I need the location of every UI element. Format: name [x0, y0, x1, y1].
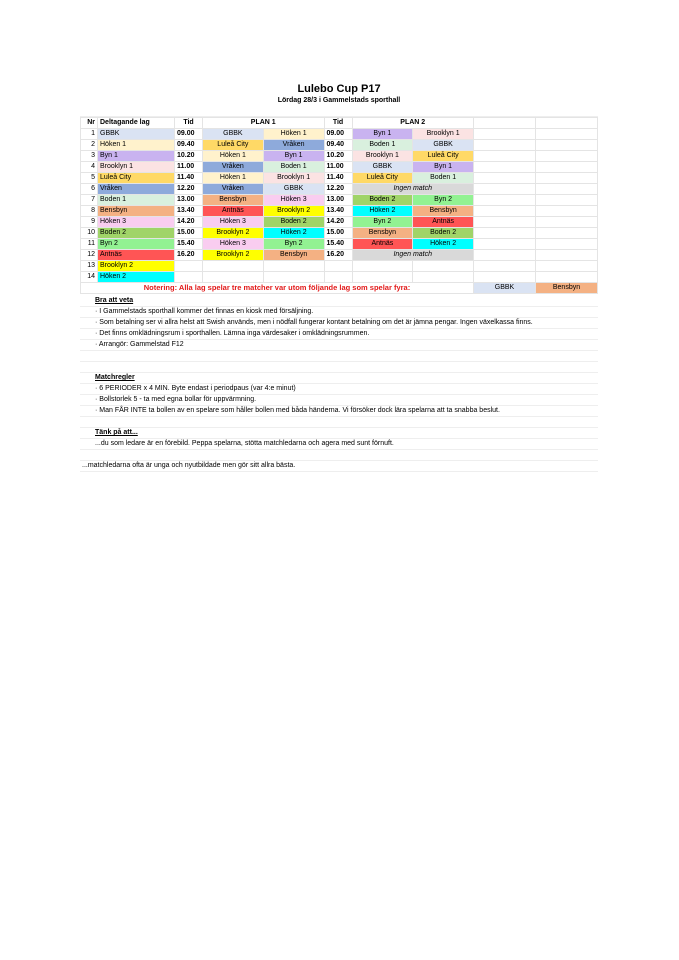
- empty-cell: [474, 118, 536, 129]
- team-nr: 7: [81, 195, 98, 206]
- time-plan1: 13.40: [175, 206, 203, 217]
- plan1-home: Höken 1: [203, 151, 264, 162]
- table-row: [81, 272, 598, 283]
- time-plan2: 14.20: [324, 217, 352, 228]
- plan1-home: Höken 3: [203, 239, 264, 250]
- footer-line: ...matchledarna ofta är unga och nyutbildade men gör sitt allra bästa.: [80, 461, 598, 472]
- header-plan1: PLAN 1: [203, 118, 325, 129]
- section-heading-matchregler: Matchregler: [80, 373, 598, 384]
- empty-cell: [536, 217, 598, 228]
- table-row: [81, 151, 598, 162]
- time-plan1: 10.20: [175, 151, 203, 162]
- info-line: · I Gammelstads sporthall kommer det finnas en kiosk med försäljning.: [80, 307, 598, 318]
- plan1-away: Höken 1: [263, 129, 324, 140]
- plan2-home: Boden 2: [352, 195, 413, 206]
- time-plan2: 15.00: [324, 228, 352, 239]
- plan2-away: Byn 1: [413, 162, 474, 173]
- plan1-away: Höken 2: [263, 228, 324, 239]
- team-nr: 12: [81, 250, 98, 261]
- team-name: Höken 2: [98, 272, 175, 283]
- table-row: [81, 228, 598, 239]
- rule-line: · 6 PERIODER x 4 MIN. Byte endast i periodpaus (var 4:e minut): [80, 384, 598, 395]
- team-name: Bensbyn: [98, 206, 175, 217]
- team-name: GBBK: [98, 129, 175, 140]
- time-plan1: 09.00: [175, 129, 203, 140]
- plan1-away: Byn 2: [263, 239, 324, 250]
- empty-cell: [474, 272, 536, 283]
- time-plan2: 13.40: [324, 206, 352, 217]
- time-plan1: 09.40: [175, 140, 203, 151]
- page-title: Lulebo Cup P17: [297, 83, 381, 95]
- empty-cell: [536, 206, 598, 217]
- table-row: [81, 173, 598, 184]
- table-row: [81, 250, 598, 261]
- note-text: Notering: Alla lag spelar tre matcher var utom följande lag som spelar fyra:: [81, 283, 474, 294]
- plan2-away: Boden 1: [413, 173, 474, 184]
- table-row: [81, 140, 598, 151]
- plan1-away: Brooklyn 2: [263, 206, 324, 217]
- team-name: Byn 1: [98, 151, 175, 162]
- note-row: [81, 283, 598, 294]
- plan1-away: GBBK: [263, 184, 324, 195]
- plan1-home: Brooklyn 2: [203, 250, 264, 261]
- plan1-home: GBBK: [203, 129, 264, 140]
- team-nr: 8: [81, 206, 98, 217]
- empty-cell: [474, 239, 536, 250]
- table-row: [81, 261, 598, 272]
- section-heading-tank-pa-att: Tänk på att...: [80, 428, 598, 439]
- team-name: Vråken: [98, 184, 175, 195]
- team-nr: 9: [81, 217, 98, 228]
- team-name: Brooklyn 2: [98, 261, 175, 272]
- team-name: Antnäs: [98, 250, 175, 261]
- table-row: [81, 217, 598, 228]
- time-plan1: 14.20: [175, 217, 203, 228]
- info-line: · Det finns omklädningsrum i sporthallen. Lämna inga värdesaker i omklädningsrummen.: [80, 329, 598, 340]
- plan1-home: Bensbyn: [203, 195, 264, 206]
- empty-cell: [474, 184, 536, 195]
- team-nr: 10: [81, 228, 98, 239]
- empty-cell: [263, 272, 324, 283]
- plan1-home: Höken 3: [203, 217, 264, 228]
- time-plan1: 15.40: [175, 239, 203, 250]
- team-nr: 2: [81, 140, 98, 151]
- note-team-gbbk: GBBK: [474, 283, 536, 294]
- time-plan2: 09.00: [324, 129, 352, 140]
- plan1-home: Luleå City: [203, 140, 264, 151]
- schedule-sheet: [80, 82, 598, 294]
- plan1-away: Boden 2: [263, 217, 324, 228]
- plan2-away: Byn 2: [413, 195, 474, 206]
- empty-cell: [352, 261, 413, 272]
- plan1-away: Brooklyn 1: [263, 173, 324, 184]
- table-row: [81, 206, 598, 217]
- plan1-home: Höken 1: [203, 173, 264, 184]
- team-nr: 5: [81, 173, 98, 184]
- table-row: [81, 239, 598, 250]
- note-team-bensbyn: Bensbyn: [536, 283, 598, 294]
- time-plan2: 11.40: [324, 173, 352, 184]
- plan1-away: Höken 3: [263, 195, 324, 206]
- time-plan2: 10.20: [324, 151, 352, 162]
- team-nr: 6: [81, 184, 98, 195]
- tip-line: ...du som ledare är en förebild. Peppa spelarna, stötta matchledarna och agera med sunt förnuft.: [80, 439, 598, 450]
- rule-line: · Bollstorlek 5 - ta med egna bollar för uppvärmning.: [80, 395, 598, 406]
- empty-cell: [474, 129, 536, 140]
- no-match-cell: Ingen match: [352, 184, 474, 195]
- spacer-row: [80, 106, 598, 117]
- page-subtitle: Lördag 28/3 i Gammelstads sporthall: [277, 97, 401, 104]
- plan2-home: Luleå City: [352, 173, 413, 184]
- time-plan1: 12.20: [175, 184, 203, 195]
- team-name: Boden 2: [98, 228, 175, 239]
- plan2-away: Antnäs: [413, 217, 474, 228]
- empty-cell: [536, 184, 598, 195]
- schedule-table: [80, 117, 598, 294]
- plan2-home: Brooklyn 1: [352, 151, 413, 162]
- team-name: Boden 1: [98, 195, 175, 206]
- plan1-away: Bensbyn: [263, 250, 324, 261]
- plan1-away: Vråken: [263, 140, 324, 151]
- header-tid-1: Tid: [175, 118, 203, 129]
- team-name: Höken 3: [98, 217, 175, 228]
- empty-cell: [474, 195, 536, 206]
- plan2-away: Boden 2: [413, 228, 474, 239]
- empty-cell: [175, 272, 203, 283]
- header-plan2: PLAN 2: [352, 118, 474, 129]
- empty-cell: [324, 272, 352, 283]
- time-plan2: 15.40: [324, 239, 352, 250]
- time-plan2: 09.40: [324, 140, 352, 151]
- empty-cell: [263, 261, 324, 272]
- team-nr: 1: [81, 129, 98, 140]
- empty-cell: [474, 140, 536, 151]
- table-row: [81, 184, 598, 195]
- time-plan1: 15.00: [175, 228, 203, 239]
- plan2-away: GBBK: [413, 140, 474, 151]
- empty-cell: [474, 217, 536, 228]
- empty-cell: [474, 206, 536, 217]
- team-name: Brooklyn 1: [98, 162, 175, 173]
- info-line: · Som betalning ser vi allra helst att Swish används, men i nödfall fungerar kontant betalning om det är jämna pengar. Ingen växelkassa finns.: [80, 318, 598, 329]
- team-name: Luleå City: [98, 173, 175, 184]
- empty-cell: [536, 228, 598, 239]
- team-nr: 11: [81, 239, 98, 250]
- plan1-home: Brooklyn 2: [203, 228, 264, 239]
- empty-cell: [203, 272, 264, 283]
- plan1-home: Vråken: [203, 162, 264, 173]
- info-block: [80, 296, 598, 472]
- team-nr: 13: [81, 261, 98, 272]
- plan1-home: Vråken: [203, 184, 264, 195]
- plan2-home: Boden 1: [352, 140, 413, 151]
- plan2-home: Bensbyn: [352, 228, 413, 239]
- plan1-home: Antnäs: [203, 206, 264, 217]
- time-plan2: 12.20: [324, 184, 352, 195]
- info-line: · Arrangör: Gammelstad F12: [80, 340, 598, 351]
- table-row: [81, 129, 598, 140]
- plan1-away: Byn 1: [263, 151, 324, 162]
- empty-cell: [536, 250, 598, 261]
- plan2-away: Brooklyn 1: [413, 129, 474, 140]
- empty-cell: [474, 250, 536, 261]
- plan2-away: Luleå City: [413, 151, 474, 162]
- team-name: Byn 2: [98, 239, 175, 250]
- time-plan1: 11.40: [175, 173, 203, 184]
- empty-cell: [536, 195, 598, 206]
- team-nr: 4: [81, 162, 98, 173]
- header-tid-2: Tid: [324, 118, 352, 129]
- empty-cell: [352, 272, 413, 283]
- empty-cell: [536, 118, 598, 129]
- plan2-home: Byn 1: [352, 129, 413, 140]
- time-plan1: 11.00: [175, 162, 203, 173]
- spacer-row: [80, 450, 598, 461]
- empty-cell: [536, 162, 598, 173]
- plan2-home: Antnäs: [352, 239, 413, 250]
- no-match-cell: Ingen match: [352, 250, 474, 261]
- table-row: [81, 162, 598, 173]
- spacer-row: [80, 417, 598, 428]
- spacer-row: [80, 362, 598, 373]
- team-nr: 14: [81, 272, 98, 283]
- plan1-away: Boden 1: [263, 162, 324, 173]
- plan2-away: Bensbyn: [413, 206, 474, 217]
- rule-line: · Man FÅR INTE ta bollen av en spelare som håller bollen med båda händerna. Vi försöker dock lära spelarna att ta snabba beslut.: [80, 406, 598, 417]
- empty-cell: [324, 261, 352, 272]
- empty-cell: [536, 129, 598, 140]
- spacer-row: [80, 351, 598, 362]
- team-name: Höken 1: [98, 140, 175, 151]
- empty-cell: [175, 261, 203, 272]
- header-nr: Nr: [81, 118, 98, 129]
- plan2-home: GBBK: [352, 162, 413, 173]
- plan2-home: Byn 2: [352, 217, 413, 228]
- empty-cell: [413, 272, 474, 283]
- empty-cell: [474, 162, 536, 173]
- time-plan2: 11.00: [324, 162, 352, 173]
- empty-cell: [474, 151, 536, 162]
- time-plan2: 16.20: [324, 250, 352, 261]
- empty-cell: [474, 261, 536, 272]
- empty-cell: [536, 261, 598, 272]
- empty-cell: [474, 228, 536, 239]
- section-heading-bra-att-veta: Bra att veta: [80, 296, 598, 307]
- plan2-away: Höken 2: [413, 239, 474, 250]
- time-plan1: 13.00: [175, 195, 203, 206]
- table-row: [81, 195, 598, 206]
- empty-cell: [536, 272, 598, 283]
- empty-cell: [474, 173, 536, 184]
- header-row: [81, 118, 598, 129]
- empty-cell: [536, 140, 598, 151]
- empty-cell: [413, 261, 474, 272]
- plan2-home: Höken 2: [352, 206, 413, 217]
- team-nr: 3: [81, 151, 98, 162]
- header-team: Deltagande lag: [98, 118, 175, 129]
- empty-cell: [536, 173, 598, 184]
- time-plan1: 16.20: [175, 250, 203, 261]
- time-plan2: 13.00: [324, 195, 352, 206]
- empty-cell: [536, 239, 598, 250]
- empty-cell: [536, 151, 598, 162]
- empty-cell: [203, 261, 264, 272]
